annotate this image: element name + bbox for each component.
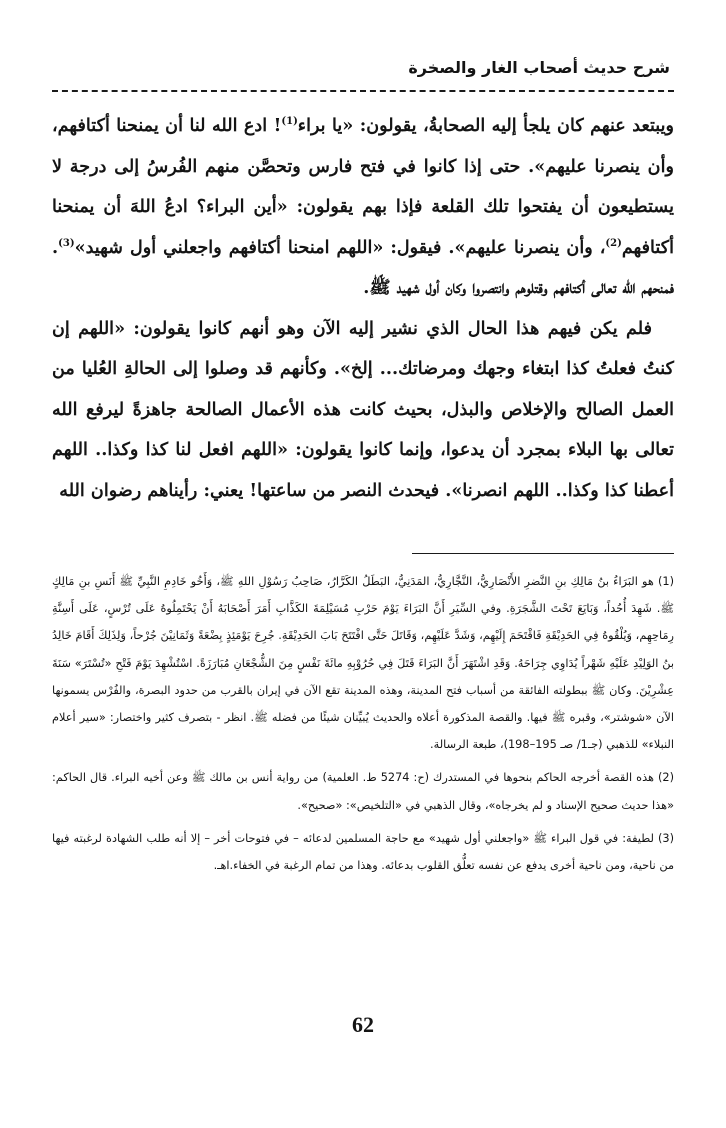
footnotes: [52, 568, 674, 879]
page-number: 62: [352, 1012, 374, 1037]
footnote-ref-1: (1): [281, 116, 298, 128]
footnote-ref-3: (3): [58, 237, 75, 249]
running-header: [52, 58, 674, 80]
main-text: [52, 106, 674, 511]
footnote-ref-2: (2): [605, 237, 622, 249]
header-divider: [52, 90, 674, 92]
footnote-3: (3) لطيفة: في قول البراء ﷺ «واجعلني أول شهيد» مع حاجة المسلمين لدعائه – في فتوحات أخر – إلا أنه طلب الشهادة لرغبته فيها من ناحية، ومن ناحية أخرى يدفع عن نفسه تعلُّق القلوب بدعائه. وهذا من تمام الرغبة في الخفاء.اهـ.: [52, 831, 674, 873]
running-title: شرح حديث أصحاب الغار والصخرة: [408, 58, 670, 77]
paragraph-1: [52, 106, 674, 309]
paragraph-1-text-cont-2: ، وأن ينصرنا عليهم». فيقول: «اللهم امنحنا أكتافهم واجعلني أول شهيد»: [74, 236, 606, 258]
paragraph-1-text-end: . فمنحهم الله تعالى أكتافهم وقتلوهم وانتصروا وكان أول شهيد ﷺ.: [52, 236, 674, 298]
footnote-separator: [412, 553, 674, 554]
footnote-1: (1) هو البَرَاءُ بنُ مَالِكِ بنِ النَّضرِ الأَنْصَارِيُّ، النَّجَّارِيُّ، المَدَنِيُّ، البَطَلُ الكَرَّارُ، صَاحِبُ رَسُوْلِ اللهِ ﷺ، وَأَخُو خَادِمِ النَّبِيِّ ﷺ أَنَسِ بنِ مَالِكٍ ﷺ. شَهِدَ أُحُداً، وَبَايَعَ تَحْتَ الشَّجَرَةِ. وفي السِّيَرِ أَنَّ البَرَاءَ يَوْمَ حَرْبِ مُسَيْلِمَةَ الكَذَّابِ أَمَرَ أَصْحَابَهُ أَنْ يَحْتَمِلُوهُ عَلَى تُرْسٍ، عَلَى أَسِنَّةِ رِمَاحِهِم، وَيُلْقُوهُ فِي الحَدِيْقَةِ فَاقْتَحَمَ إِلَيْهِم، وَشَدَّ عَلَيْهِم، وَقَاتَلَ حَتَّى افْتَتَحَ بَابَ الحَدِيْقَةِ. جُرِحَ يَوْمَئِذٍ بِضْعَةً وَثَمَانِيْنَ جُرْحاً، وَلِذَلِكَ أَقَامَ خَالِدُ بنُ الوَلِيْدِ عَلَيْهِ شَهْراً يُدَاوِي جِرَاحَهُ. وَقَدِ اشْتَهَرَ أَنَّ البَرَاءَ قَتَلَ فِي حُرُوْبِهِ مائَةَ نَفْسٍ مِنَ الشُّجْعَانِ مُبَارَزَةً. اسْتُشْهِدَ يَوْمَ فَتْحِ «تُسْتَرَ» سَنَةَ عِشْرِيْنَ. وكان ﷺ ببطولته الفائقة من أسباب فتح المدينة، وهذه المدينة تقع الآن في إيران بالقرب من حدود البصرة، والفُرْس يسمونها الآن «شوشتر»، وقبره ﷺ فيها. والقصة المذكورة أعلاه والحديث يُبيِّنان شيئًا من فضله ﷺ. انظر - بتصرف كثير واختصار: «سير أعلام النبلاء» للذهبي (جـ1/ صـ 195–198)، طبعة الرسالة.: [52, 575, 674, 752]
paragraph-2: فلم يكن فيهم هذا الحال الذي نشير إليه الآن وهو أنهم كانوا يقولون: «اللهم إن كنتُ فعلتُ كذا ابتغاء وجهك ومرضاتك... إلخ». وكأنهم قد وصلوا إلى الحالةِ العُليا من العمل الصالح والإخلاص والبذل، بحيث كانت هذه الأعمال الصالحة جاهزةً ليرفع الله تعالى بها البلاء بمجرد أن يدعوا، وإنما كانوا يقولون: «اللهم افعل لنا كذا وكذا.. اللهم أعطنا كذا وكذا.. اللهم انصرنا». فيحدث النصر من ساعتها! يعني: رأيناهم رضوان الله: [52, 317, 674, 501]
footnote-2: (2) هذه القصة أخرجه الحاكم بنحوها في المستدرك (ح: 5274 ط. العلمية) من رواية أنس بن مالك ﷺ وعن أخيه البراء. قال الحاكم: «هذا حديث صحيح الإسناد و لم يخرجاه»، وقال الذهبي في «التلخيص»: «صحيح».: [52, 771, 675, 812]
paragraph-1-text: ويبتعد عنهم كان يلجأ إليه الصحابةُ، يقولون: «يا براء: [297, 115, 674, 136]
paragraph-1-text-cont: ! ادع الله لنا أن يمنحنا أكتافهم، وأن ينصرنا عليهم». حتى إذا كانوا في فتح فارس وتحصَّن منهم الفُرسُ إلى درجة لا يستطيعون أن يفتحوا تلك القلعة فإذا بهم يقولون: «أين البراء؟ ادعُ اللهَ أن يمنحنا أكتافهم: [52, 115, 674, 258]
